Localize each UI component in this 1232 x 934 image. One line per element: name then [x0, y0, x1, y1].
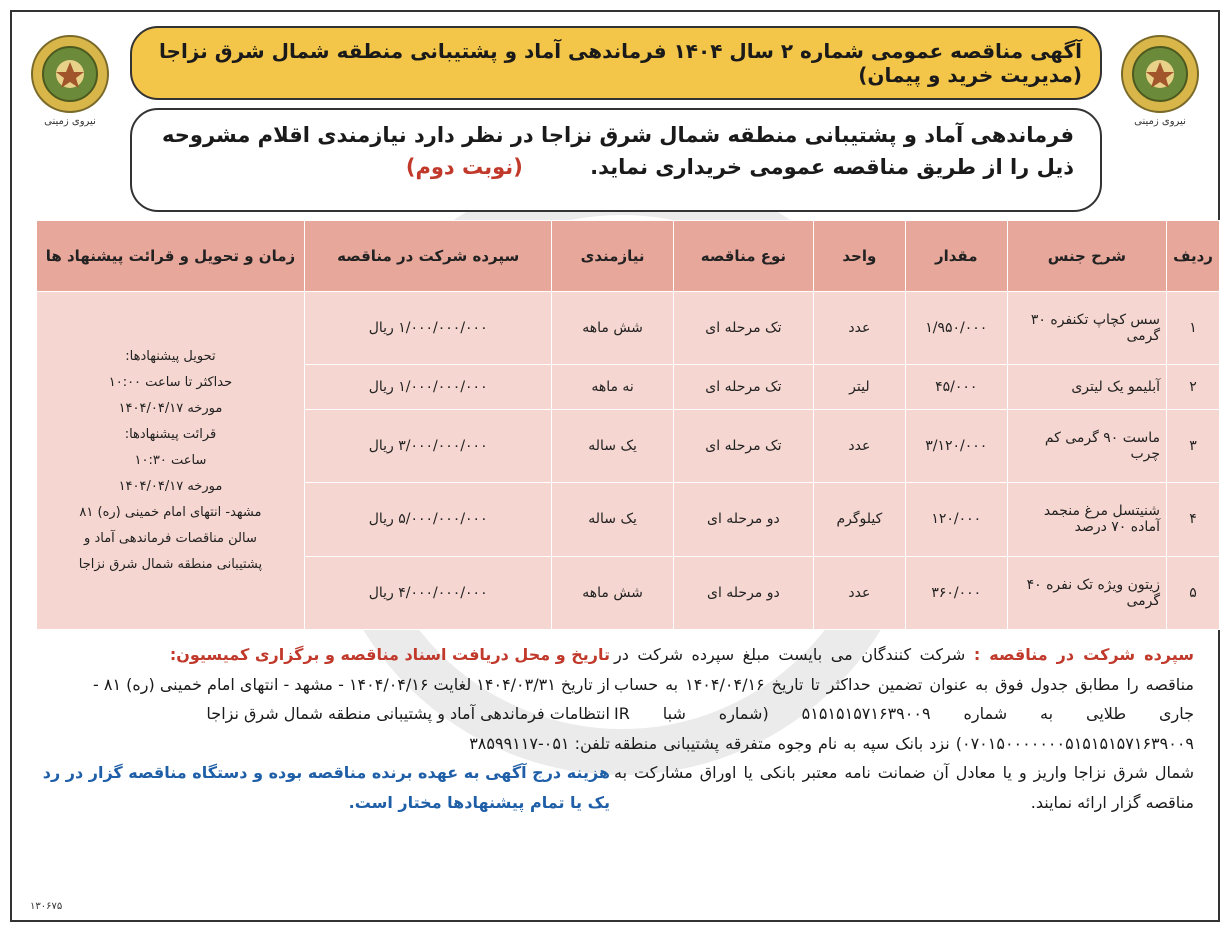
- item-quantity: ۱۲۰/۰۰۰: [905, 483, 1007, 556]
- row-index: ۴: [1167, 483, 1220, 556]
- requirement-period: نه ماهه: [552, 365, 673, 410]
- documents-text: از تاریخ ۱۴۰۴/۰۳/۳۱ لغایت ۱۴۰۴/۰۴/۱۶ - مشهد - انتهای امام خمینی (ره) ۸۱ - انتظامات فرماندهی آماد و پشتیبانی منطقه شمال شرق نزاجا: [93, 674, 610, 724]
- timeline-line: تحویل پیشنهادها:: [125, 348, 216, 364]
- row-index: ۱: [1167, 292, 1220, 365]
- tender-notice: [10, 10, 1220, 922]
- item-description: سس کچاپ تکنفره ۳۰ گرمی: [1007, 292, 1166, 365]
- item-unit: عدد: [814, 556, 906, 629]
- item-description: زیتون ویژه تک نفره ۴۰ گرمی: [1007, 556, 1166, 629]
- phone-number: تلفن: ۰۵۱-۳۸۵۹۹۱۱۷: [469, 733, 610, 753]
- item-unit: لیتر: [814, 365, 906, 410]
- deposit-amount: ۴/۰۰۰/۰۰۰/۰۰۰ ریال: [304, 556, 552, 629]
- timeline-cell: [37, 292, 305, 630]
- timeline-line: مورخه ۱۴۰۴/۰۴/۱۷: [118, 400, 223, 416]
- item-quantity: ۳۶۰/۰۰۰: [905, 556, 1007, 629]
- intro-box: [130, 108, 1102, 212]
- notice-title: آگهی مناقصه عمومی شماره ۲ سال ۱۴۰۴ فرماندهی آماد و پشتیبانی منطقه شمال شرق نزاجا (مدیریت خرید و پیمان): [130, 26, 1102, 100]
- tender-type: تک مرحله ای: [673, 410, 813, 483]
- ad-code: ۱۳۰۶۷۵: [30, 901, 63, 912]
- timeline-line: سالن مناقصات فرماندهی آماد و: [84, 530, 257, 546]
- item-description: شنیتسل مرغ منجمد آماده ۷۰ درصد: [1007, 483, 1166, 556]
- timeline-line: مورخه ۱۴۰۴/۰۴/۱۷: [118, 478, 223, 494]
- tender-type: تک مرحله ای: [673, 365, 813, 410]
- items-table: [36, 220, 1220, 630]
- col-header: ردیف: [1167, 221, 1220, 292]
- table-header-row: [37, 221, 1220, 292]
- tender-type: دو مرحله ای: [673, 556, 813, 629]
- deposit-amount: ۱/۰۰۰/۰۰۰/۰۰۰ ریال: [304, 365, 552, 410]
- timeline-line: حداکثر تا ساعت ۱۰:۰۰: [108, 374, 233, 390]
- requirement-period: شش ماهه: [552, 292, 673, 365]
- row-index: ۵: [1167, 556, 1220, 629]
- col-header: سپرده شرکت در مناقصه: [304, 221, 552, 292]
- round-label: (نوبت دوم): [405, 154, 523, 179]
- col-header: شرح جنس: [1007, 221, 1166, 292]
- deposit-amount: ۱/۰۰۰/۰۰۰/۰۰۰ ریال: [304, 292, 552, 365]
- item-description: ماست ۹۰ گرمی کم چرب: [1007, 410, 1166, 483]
- row-index: ۲: [1167, 365, 1220, 410]
- item-description: آبلیمو یک لیتری: [1007, 365, 1166, 410]
- army-emblem-icon: [30, 34, 110, 114]
- item-unit: عدد: [814, 292, 906, 365]
- deposit-text: شرکت کنندگان می بایست مبلغ سپرده شرکت در مناقصه را مطابق جدول فوق به عنوان تضمین حداکثر تا تاریخ ۱۴۰۴/۰۴/۱۶ به حساب جاری طلایی به شماره ۵۱۵۱۵۱۵۷۱۶۳۹۰۰۹ (شماره شبا IR ۰۷۰۱۵۰۰۰۰۰۰۰۵۱۵۱۵۱۵۷۱۶۳۹۰۰۹) نزد بانک سپه به نام وجوه متفرقه پشتیبانی منطقه شمال شرق نزاجا واریز و یا معادل آن ضمانت نامه معتبر بانکی یا اوراق مشارکت به مناقصه گزار ارائه نمایند.: [614, 645, 1194, 812]
- timeline-line: قرائت پیشنهادها:: [124, 426, 217, 442]
- intro-text: فرماندهی آماد و پشتیبانی منطقه شمال شرق نزاجا در نظر دارد نیازمندی اقلام مشروحه ذیل را از طریق مناقصه عمومی خریداری نماید.: [162, 123, 1074, 179]
- col-header: نوع مناقصه: [673, 221, 813, 292]
- cost-note: هزینه درج آگهی به عهده برنده مناقصه بوده و دستگاه مناقصه گزار در رد یک یا تمام پیشنهادها مختار است.: [42, 763, 610, 812]
- item-quantity: ۳/۱۲۰/۰۰۰: [905, 410, 1007, 483]
- documents-section: [36, 640, 610, 818]
- item-unit: کیلوگرم: [814, 483, 906, 556]
- timeline-line: پشتیبانی منطقه شمال شرق نزاجا: [78, 556, 263, 572]
- col-header: واحد: [814, 221, 906, 292]
- item-quantity: ۴۵/۰۰۰: [905, 365, 1007, 410]
- tender-type: دو مرحله ای: [673, 483, 813, 556]
- row-index: ۳: [1167, 410, 1220, 483]
- requirement-period: یک ساله: [552, 483, 673, 556]
- emblem-caption: نیروی زمینی: [44, 116, 96, 127]
- col-header: مقدار: [905, 221, 1007, 292]
- deposit-amount: ۳/۰۰۰/۰۰۰/۰۰۰ ریال: [304, 410, 552, 483]
- item-quantity: ۱/۹۵۰/۰۰۰: [905, 292, 1007, 365]
- requirement-period: یک ساله: [552, 410, 673, 483]
- deposit-label: سپرده شرکت در مناقصه :: [973, 645, 1194, 664]
- col-header: زمان و تحویل و قرائت پیشنهاد ها: [37, 221, 305, 292]
- deposit-section: [614, 640, 1194, 818]
- item-unit: عدد: [814, 410, 906, 483]
- table-row: [37, 292, 1220, 365]
- army-emblem-icon: [1120, 34, 1200, 114]
- timeline-line: مشهد- انتهای امام خمینی (ره) ۸۱: [79, 504, 262, 520]
- tender-type: تک مرحله ای: [673, 292, 813, 365]
- deposit-amount: ۵/۰۰۰/۰۰۰/۰۰۰ ریال: [304, 483, 552, 556]
- documents-label: تاریخ و محل دریافت اسناد مناقصه و برگزاری کمیسیون:: [169, 645, 610, 664]
- requirement-period: شش ماهه: [552, 556, 673, 629]
- col-header: نیازمندی: [552, 221, 673, 292]
- emblem-caption: نیروی زمینی: [1134, 116, 1186, 127]
- timeline-line: ساعت ۱۰:۳۰: [134, 452, 207, 468]
